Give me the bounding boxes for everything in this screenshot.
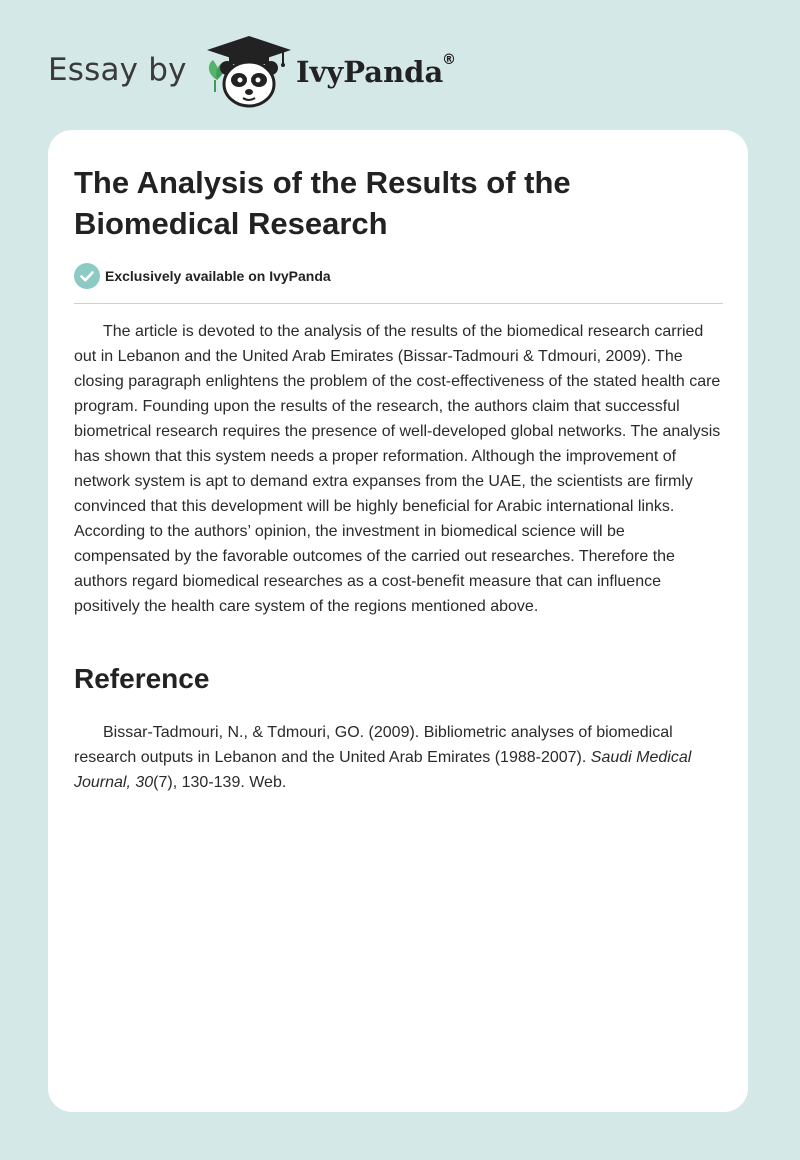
- brand-name[interactable]: IvyPanda: [296, 55, 444, 89]
- reference-heading: Reference: [74, 663, 210, 694]
- registered-mark: ®: [442, 52, 456, 68]
- essay-card: [48, 130, 748, 1112]
- exclusive-label: Exclusively available on IvyPanda: [105, 268, 331, 284]
- exclusive-badge: [74, 263, 331, 289]
- title-divider: [74, 303, 723, 304]
- reference-authors: Bissar-Tadmouri, N., & Tdmouri, GO. (2009). Bibliometric analyses of biomedical research outputs in Lebanon and the United Arab Emirates (1988-2007).: [74, 724, 673, 766]
- check-circle-icon: [74, 263, 100, 289]
- reference-issue-pages: (7), 130-139. Web.: [153, 774, 287, 791]
- essay-by-label: Essay by: [48, 52, 187, 88]
- essay-paragraph: The article is devoted to the analysis of the results of the biomedical research carried out in Lebanon and the United Arab Emirates (Bissar-Tadmouri & Tdmouri, 2009). The closing paragraph enlightens the problem of the cost-effectiveness of the stated health care program. Founding upon the results of the research, the authors claim that successful biometrical research requires the presence of well-developed global networks. The analysis has shown that this system needs a proper reformation. Although the improvement of network system is apt to demand extra expanses from the UAE, the scientists are firmly convinced that this development will be highly beneficial for Arabic international links. According to the authors’ opinion, the investment in biomedical science will be compensated by the favorable outcomes of the carried out researches. Therefore the authors regard biomedical researches as a cost-benefit measure that can influence positively the health care system of the regions mentioned above.: [74, 323, 721, 615]
- reference-journal: Saudi Medical Journal, 30: [74, 749, 692, 791]
- essay-title: The Analysis of the Results of the Biomedical Research: [74, 165, 571, 241]
- site-header: [0, 0, 800, 120]
- reference-entry: [74, 720, 722, 795]
- ivypanda-logo-icon[interactable]: [203, 34, 293, 110]
